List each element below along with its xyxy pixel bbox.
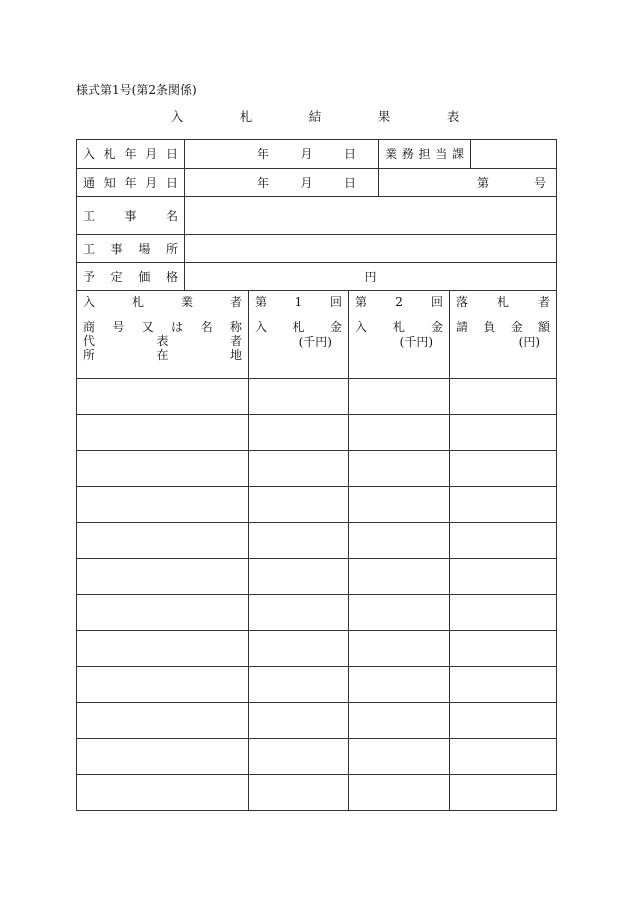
- round1-amount-cell[interactable]: [249, 559, 349, 595]
- bidder-row: [77, 451, 557, 487]
- bidder-row: [77, 739, 557, 775]
- bidder-row: [77, 631, 557, 667]
- contract-amount-cell[interactable]: [450, 559, 557, 595]
- notice-date-field[interactable]: 年 月 日: [185, 169, 379, 197]
- bidder-name-cell[interactable]: [77, 739, 249, 775]
- bidder-name-cell[interactable]: [77, 595, 249, 631]
- round2-amount-cell[interactable]: [349, 559, 450, 595]
- bid-date-field[interactable]: 年 月 日: [185, 140, 379, 169]
- round1-amount-cell[interactable]: [249, 487, 349, 523]
- contract-amount-cell[interactable]: [450, 487, 557, 523]
- estimated-price-label: 予 定 価 格: [77, 263, 185, 291]
- contract-amount-cell[interactable]: [450, 703, 557, 739]
- round2-amount-cell[interactable]: [349, 595, 450, 631]
- bidder-header: 入 札 業 者 商 号 又 は 名 称 代 表 者 所 在 地: [77, 291, 249, 379]
- bid-date-label: 入 札 年 月 日: [77, 140, 185, 169]
- notice-number-field[interactable]: 第 号: [379, 169, 557, 197]
- dept-field[interactable]: [471, 140, 557, 169]
- round1-header: 第 1 回 入 札 金 (千円): [249, 291, 349, 379]
- bidder-name-cell[interactable]: [77, 523, 249, 559]
- document-title: 入 札 結 果 表: [170, 109, 482, 124]
- contract-amount-cell[interactable]: [450, 631, 557, 667]
- bidder-name-cell[interactable]: [77, 451, 249, 487]
- round1-amount-cell[interactable]: [249, 415, 349, 451]
- bidder-name-cell[interactable]: [77, 415, 249, 451]
- bid-result-table: [76, 139, 557, 811]
- round2-amount-cell[interactable]: [349, 739, 450, 775]
- dept-label: 業 務 担 当 課: [379, 140, 471, 169]
- bidder-name-cell[interactable]: [77, 559, 249, 595]
- contract-amount-cell[interactable]: [450, 775, 557, 811]
- bidder-name-cell[interactable]: [77, 667, 249, 703]
- round1-amount-cell[interactable]: [249, 379, 349, 415]
- bidder-row: [77, 415, 557, 451]
- bidder-name-cell[interactable]: [77, 775, 249, 811]
- row-notice-date: [77, 169, 557, 197]
- bidder-header-row: [77, 291, 557, 379]
- round2-header: 第 2 回 入 札 金 (千円): [349, 291, 450, 379]
- round1-amount-cell[interactable]: [249, 451, 349, 487]
- bidder-name-cell[interactable]: [77, 703, 249, 739]
- bidder-row: [77, 559, 557, 595]
- round2-amount-cell[interactable]: [349, 451, 450, 487]
- round2-amount-cell[interactable]: [349, 667, 450, 703]
- bidder-name-cell[interactable]: [77, 487, 249, 523]
- work-name-field[interactable]: [185, 197, 557, 235]
- row-work-name: [77, 197, 557, 235]
- row-bid-date: [77, 140, 557, 169]
- round1-amount-cell[interactable]: [249, 595, 349, 631]
- bidder-name-cell[interactable]: [77, 379, 249, 415]
- bidder-row: [77, 595, 557, 631]
- work-place-field[interactable]: [185, 235, 557, 263]
- contract-amount-cell[interactable]: [450, 595, 557, 631]
- contract-amount-cell[interactable]: [450, 667, 557, 703]
- bidder-row: [77, 703, 557, 739]
- contract-amount-cell[interactable]: [450, 451, 557, 487]
- form-number: 様式第1号(第2条関係): [76, 83, 197, 97]
- round2-amount-cell[interactable]: [349, 631, 450, 667]
- bidder-row: [77, 775, 557, 811]
- bidder-name-cell[interactable]: [77, 631, 249, 667]
- work-name-label: 工 事 名: [77, 197, 185, 235]
- round1-amount-cell[interactable]: [249, 523, 349, 559]
- row-estimated-price: [77, 263, 557, 291]
- estimated-price-field[interactable]: 円: [185, 263, 557, 291]
- row-work-place: [77, 235, 557, 263]
- round1-amount-cell[interactable]: [249, 631, 349, 667]
- work-place-label: 工 事 場 所: [77, 235, 185, 263]
- notice-date-label: 通 知 年 月 日: [77, 169, 185, 197]
- contract-amount-cell[interactable]: [450, 739, 557, 775]
- winner-header: 落 札 者 請 負 金 額 (円): [450, 291, 557, 379]
- round1-amount-cell[interactable]: [249, 739, 349, 775]
- round1-amount-cell[interactable]: [249, 667, 349, 703]
- bidder-row: [77, 523, 557, 559]
- round2-amount-cell[interactable]: [349, 415, 450, 451]
- round2-amount-cell[interactable]: [349, 775, 450, 811]
- contract-amount-cell[interactable]: [450, 379, 557, 415]
- round1-amount-cell[interactable]: [249, 703, 349, 739]
- round2-amount-cell[interactable]: [349, 703, 450, 739]
- bidder-row: [77, 379, 557, 415]
- round1-amount-cell[interactable]: [249, 775, 349, 811]
- contract-amount-cell[interactable]: [450, 415, 557, 451]
- round2-amount-cell[interactable]: [349, 487, 450, 523]
- contract-amount-cell[interactable]: [450, 523, 557, 559]
- round2-amount-cell[interactable]: [349, 523, 450, 559]
- bidder-row: [77, 487, 557, 523]
- bidder-row: [77, 667, 557, 703]
- round2-amount-cell[interactable]: [349, 379, 450, 415]
